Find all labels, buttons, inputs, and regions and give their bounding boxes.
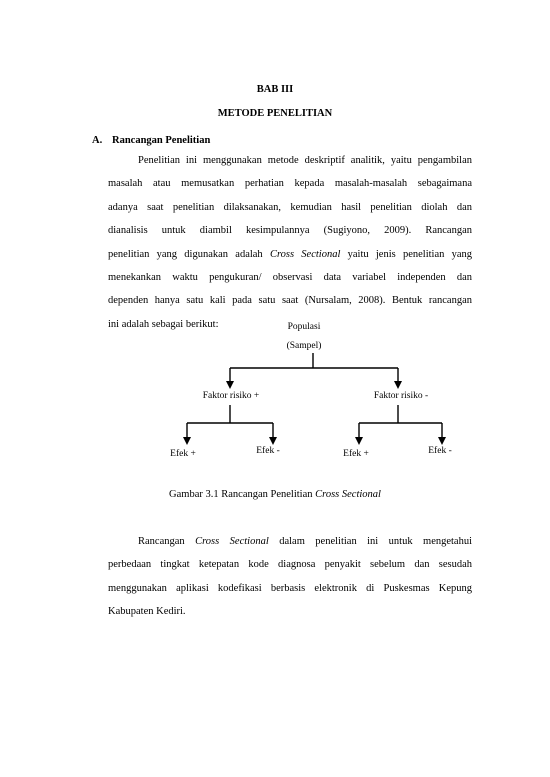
italic-term: Cross Sectional [269, 248, 341, 260]
figure-caption: Gambar 3.1 Rancangan Penelitian Cross Sectional [169, 489, 381, 500]
section-number: A. [92, 135, 103, 146]
paragraph-line: dependen hanya satu kali pada satu saat (Nursalam, 2008). Bentuk rancangan [108, 295, 472, 307]
paragraph-line: ini adalah sebagai berikut: [108, 318, 219, 330]
paragraph-line: Kabupaten Kediri. [108, 606, 186, 618]
diagram-root-label-1: Populasi [287, 322, 321, 332]
diagram-left-factor: Faktor risiko + [202, 391, 260, 401]
paragraph-design [108, 530, 472, 624]
diagram-effect-label: Efek - [256, 446, 280, 456]
paragraph-line: masalah atau memusatkan perhatian kepada masalah-masalah sebagaimana [108, 178, 472, 190]
chapter-label: BAB III [256, 84, 294, 95]
paragraph-line: dianalisis untuk diambil kesimpulannya (Sugiyono, 2009). Rancangan [108, 225, 472, 237]
paragraph-line: Rancangan Cross Sectional dalam penelitian ini untuk mengetahui [138, 536, 473, 547]
paragraph-line: menekankan waktu pengukuran/ observasi data variabel independen dan [108, 272, 472, 284]
diagram-right-factor: Faktor risiko - [373, 391, 429, 401]
diagram-root-label-2: (Sampel) [286, 341, 322, 351]
diagram-effect-label: Efek - [428, 446, 452, 456]
caption-italic-term: Cross Sectional [315, 489, 381, 500]
paragraph-line: menggunakan aplikasi kodefikasi berbasis elektronik di Puskesmas Kepung [108, 582, 472, 594]
paragraph-line: adanya saat penelitian dilaksanakan, kemudian hasil penelitian diolah dan [108, 201, 472, 213]
diagram-effect-label: Efek + [170, 449, 196, 459]
section-title: Rancangan Penelitian [112, 135, 211, 146]
diagram-effect-label: Efek + [343, 449, 369, 459]
paragraph-line: penelitian yang digunakan adalah Cross Sectional yaitu jenis penelitian yang [108, 248, 473, 260]
chapter-title: METODE PENELITIAN [217, 108, 333, 119]
paragraph-line: Penelitian ini menggunakan metode deskriptif analitik, yaitu pengambilan [138, 155, 472, 166]
paragraph-line: perbedaan tingkat ketepatan kode diagnosa penyakit sebelum dan sesudah [108, 559, 472, 571]
italic-term: Cross Sectional [195, 536, 269, 547]
